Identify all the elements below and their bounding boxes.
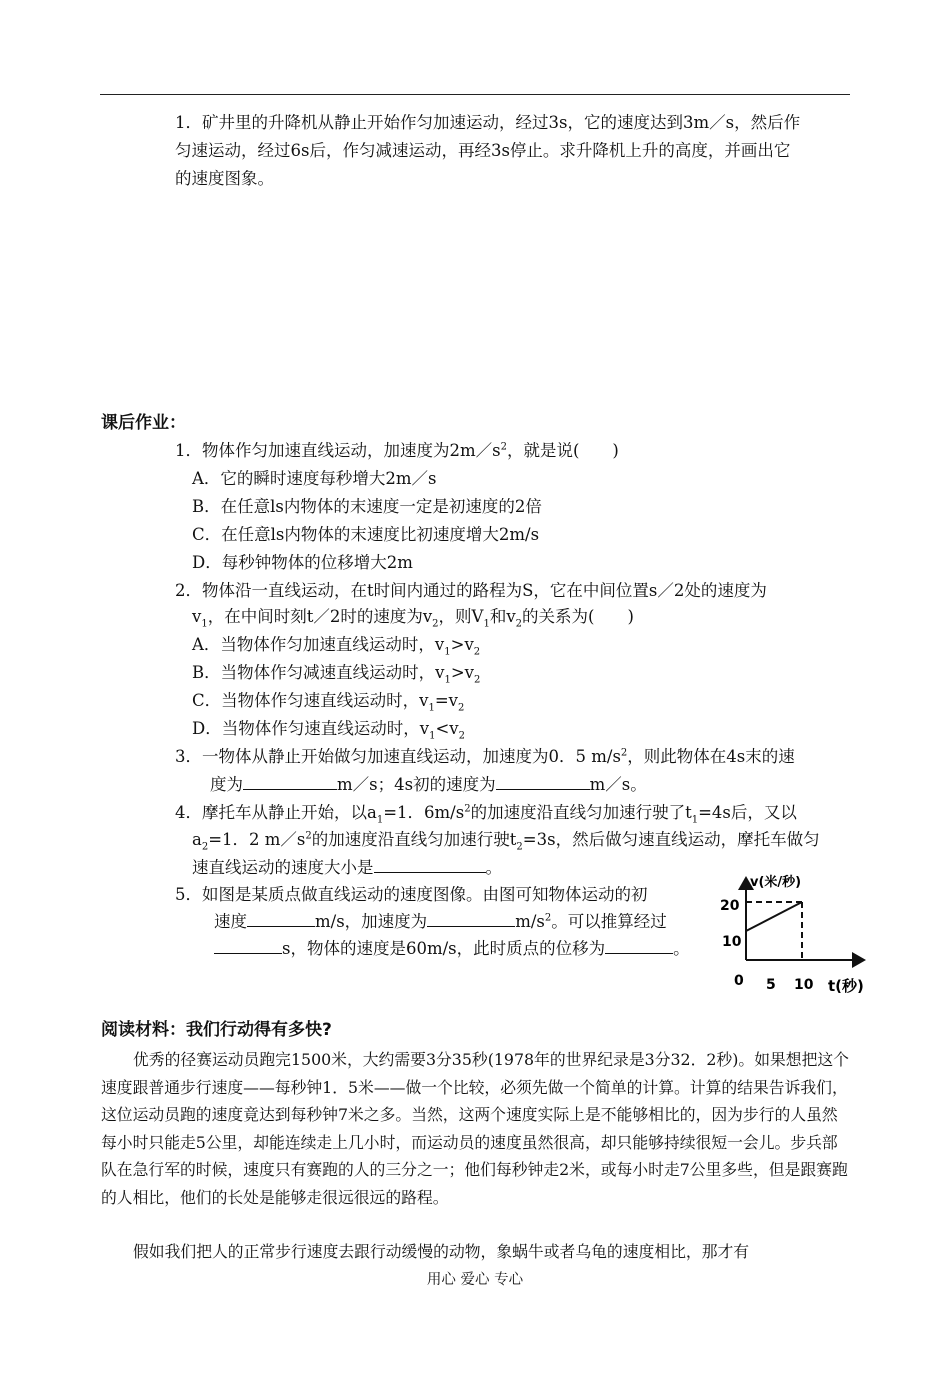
x-tick-label-0: 0: [734, 973, 744, 989]
answer-blank[interactable]: [247, 909, 315, 927]
answer-blank[interactable]: [427, 909, 515, 927]
hw-p1-option-c: C．在任意ls内物体的末速度比初速度增大2m/s: [192, 525, 540, 544]
hw-p3-line-2: 度为 m／s；4s初的速度为 m／s。: [210, 772, 647, 798]
q1-line-3: 的速度图象。: [175, 169, 274, 188]
hw-p4-line-1: 4．摩托车从静止开始，以$a_1=1$．$6m/s^2$的加速度沿直线匀加速行驶了$t_1=4s$后，又以: [175, 803, 797, 826]
page-footer: 用心 爱心 专心: [426, 1272, 524, 1288]
y-tick-label-20: 20: [720, 898, 740, 914]
hw-p1-option-d: D．每秒钟物体的位移增大2m: [192, 553, 413, 572]
hw-p2-option-d: D．当物体作匀速直线运动时，$v_1<v_2$: [192, 719, 465, 742]
y-tick-label-10: 10: [722, 934, 742, 950]
x-tick-label-5: 5: [766, 977, 776, 993]
hw-p2-option-a: A．当物体作匀加速直线运动时，$v_1>v_2$: [192, 635, 481, 658]
x-axis-label: t(秒): [828, 977, 864, 995]
answer-blank[interactable]: [214, 936, 282, 954]
hw-p3-line-1: 3．一物体从静止开始做匀加速直线运动，加速度为0．5 $m/s^2$，则此物体在4s末的速: [175, 747, 795, 766]
x-tick-label-10: 10: [794, 977, 814, 993]
hw-p1-option-b: B．在任意ls内物体的末速度一定是初速度的2倍: [192, 497, 542, 516]
homework-heading: 课后作业：: [101, 413, 186, 433]
hw-p5-line-2: 速度 m/s，加速度为 $m/s^2$。可以推算经过: [214, 909, 667, 935]
hw-p4-line-2: $a_2=1$．2 $m/s^2$的加速度沿直线匀加速行驶$t_2=3s$，然后做匀速直线运动，摩托车做匀: [192, 830, 820, 853]
hw-p1-stem: 1．物体作匀加速直线运动，加速度为$2m/s^2$，就是说( ): [175, 441, 619, 460]
hw-p2-option-b: B．当物体作匀减速直线运动时，$v_1>v_2$: [192, 663, 481, 686]
q1-line-2: 匀速运动，经过6s后，作匀减速运动，再经3s停止。求升降机上升的高度，并画出它: [175, 141, 791, 160]
y-axis-label: v(米/秒): [750, 875, 802, 890]
answer-blank[interactable]: [243, 772, 337, 790]
hw-p5-line-3: s，物体的速度是60m/s，此时质点的位移为 。: [214, 936, 690, 962]
answer-blank[interactable]: [374, 855, 486, 873]
reading-paragraph-2: 假如我们把人的正常步行速度去跟行动缓慢的动物，象蜗牛或者乌龟的速度相比，那才有: [133, 1242, 750, 1261]
q1-line-1: 1．矿井里的升降机从静止开始作匀加速运动，经过3s，它的速度达到3m／s，然后作: [175, 113, 801, 132]
top-rule: [100, 94, 850, 95]
velocity-series-line: [746, 902, 802, 931]
answer-blank[interactable]: [496, 772, 590, 790]
hw-p2-line-2: $v_1$，在中间时刻t／2时的速度为$v_2$，则$V_1$和$v_2$的关系为( ): [192, 607, 634, 630]
answer-blank[interactable]: [605, 936, 673, 954]
hw-p2-line-1: 2．物体沿一直线运动，在t时间内通过的路程为S，它在中间位置s／2处的速度为: [175, 581, 767, 600]
hw-p2-option-c: C．当物体作匀速直线运动时，$v_1=v_2$: [192, 691, 465, 714]
hw-p5-line-1: 5．如图是某质点做直线运动的速度图像。由图可知物体运动的初: [175, 885, 648, 904]
hw-p4-line-3: 速直线运动的速度大小是 。: [192, 855, 502, 881]
reading-paragraph-1: 优秀的径赛运动员跑完1500米，大约需要3分35秒(1978年的世界纪录是3分32．2秒)。如果想把这个速度跟普通步行速度——每秒钟1．5米——做一个比较，必须先做一个简单的计算。计算的结果告诉我们，这位运动员跑的速度竟达到每秒钟7米之多。当然，这两个速度实际上是不能够相比的，因为步行的人虽然每小时只能走5公里，却能连续走上几小时，而运动员的速度虽然很高，却只能够持续很短一会儿。步兵部队在急行军的时候，速度只有赛跑的人的三分之一；他们每秒钟走2米，或每小时走7公里多些，但是跟赛跑的人相比，他们的长处是能够走很远很远的路程。: [101, 1050, 849, 1207]
velocity-time-graph: [720, 860, 874, 1000]
reading-heading: 阅读材料：我们行动得有多快?: [101, 1020, 332, 1040]
hw-p1-option-a: A．它的瞬时速度每秒增大2m／s: [192, 469, 437, 488]
